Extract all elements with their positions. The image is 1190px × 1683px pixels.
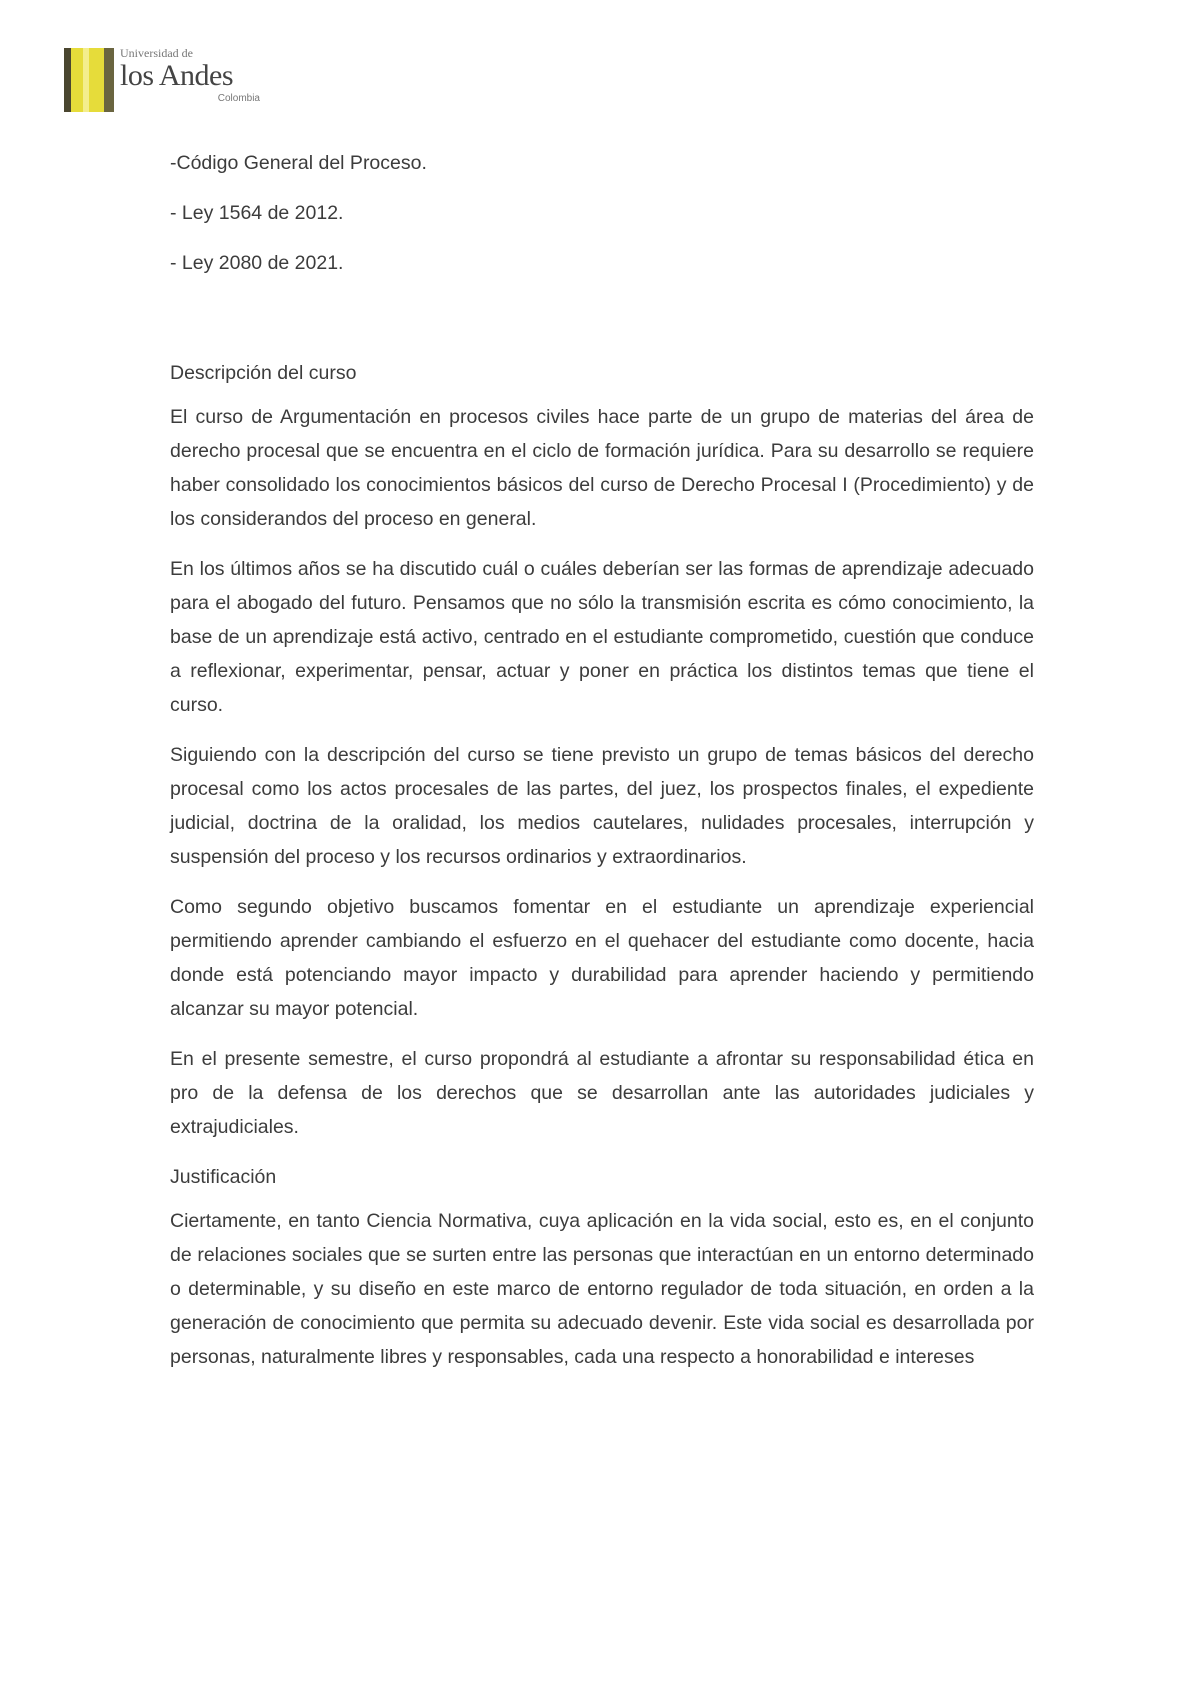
reference-item: - Ley 2080 de 2021.: [170, 252, 344, 274]
logo-line-1: Universidad de: [120, 46, 193, 60]
logo-wordmark: [120, 46, 274, 106]
description-paragraph: En el presente semestre, el curso propondrá al estudiante a afrontar su responsabilidad ética en pro de la defensa de los derechos que se desarrollan ante las autoridades judiciales y extrajudiciales.: [170, 1048, 1034, 1138]
logo-emblem-icon: [64, 48, 114, 112]
description-paragraph: Como segundo objetivo buscamos fomentar en el estudiante un aprendizaje experiencial permitiendo aprender cambiando el esfuerzo en el quehacer del estudiante como docente, hacia donde está potenciando mayor impacto y durabilidad para aprender haciendo y permitiendo alcanzar su mayor potencial.: [170, 896, 1034, 1020]
description-paragraph: En los últimos años se ha discutido cuál o cuáles deberían ser las formas de aprendizaje adecuado para el abogado del futuro. Pensamos que no sólo la transmisión escrita es cómo conocimiento, la base de un aprendizaje está activo, centrado en el estudiante comprometido, cuestión que conduce a reflexionar, experimentar, pensar, actuar y poner en práctica los distintos temas que tiene el curso.: [170, 558, 1034, 716]
description-paragraph: El curso de Argumentación en procesos civiles hace parte de un grupo de materias del área de derecho procesal que se encuentra en el ciclo de formación jurídica. Para su desarrollo se requiere haber consolidado los conocimientos básicos del curso de Derecho Procesal I (Procedimiento) y de los considerandos del proceso en general.: [170, 406, 1034, 530]
justification-paragraph: Ciertamente, en tanto Ciencia Normativa, cuya aplicación en la vida social, esto es, en el conjunto de relaciones sociales que se surten entre las personas que interactúan en un entorno determinado o determinable, y su diseño en este marco de entorno regulador de toda situación, en orden a la generación de conocimiento que permita su adecuado devenir. Este vida social es desarrollada por personas, naturalmente libres y responsables, cada una respecto a honorabilidad e intereses: [170, 1210, 1034, 1368]
reference-item: -Código General del Proceso.: [170, 152, 427, 174]
document-body: [170, 146, 1034, 1390]
logo-line-3: Colombia: [217, 93, 260, 104]
section-heading-description: Descripción del curso: [170, 362, 357, 384]
logo-line-2: los Andes: [120, 59, 234, 92]
reference-item: - Ley 1564 de 2012.: [170, 202, 344, 224]
description-paragraph: Siguiendo con la descripción del curso se tiene previsto un grupo de temas básicos del derecho procesal como los actos procesales de las partes, del juez, los prospectos finales, el expediente judicial, doctrina de la oralidad, los medios cautelares, nulidades procesales, interrupción y suspensión del proceso y los recursos ordinarios y extraordinarios.: [170, 744, 1034, 868]
university-logo: [64, 46, 274, 128]
section-heading-justification: Justificación: [170, 1166, 277, 1188]
